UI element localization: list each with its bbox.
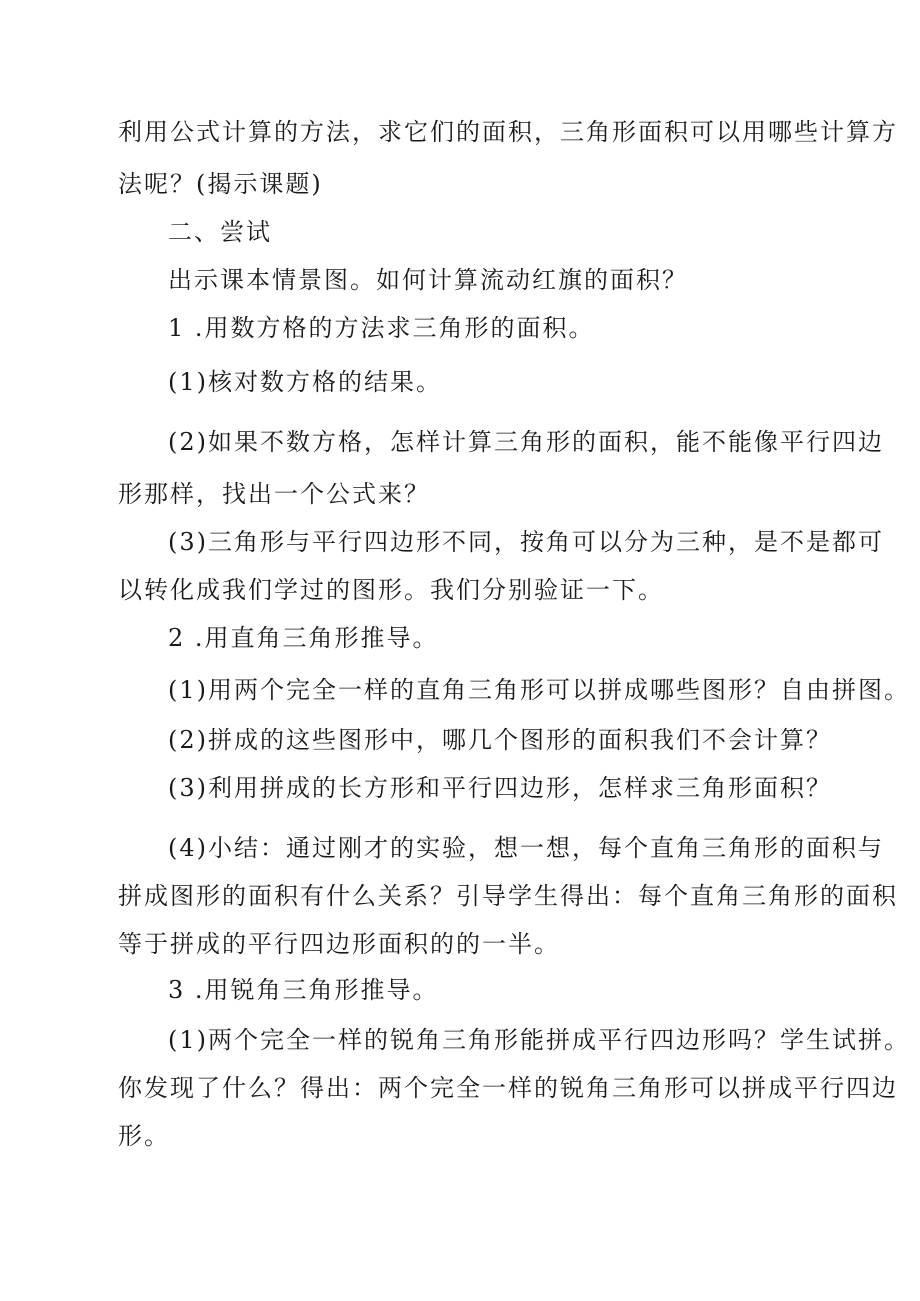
list-item: (1)两个完全一样的锐角三角形能拼成平行四边形吗？学生试拼。 bbox=[168, 1026, 910, 1054]
subsection-heading: 2 .用直角三角形推导。 bbox=[168, 624, 439, 652]
subsection-heading: 1 .用数方格的方法求三角形的面积。 bbox=[168, 314, 595, 342]
section-heading: 二、尝试 bbox=[168, 218, 272, 246]
list-item: (2)如果不数方格，怎样计算三角形的面积，能不能像平行四边 bbox=[168, 428, 884, 456]
list-item: (1)用两个完全一样的直角三角形可以拼成哪些图形？自由拼图。 bbox=[168, 676, 910, 704]
list-item: (1)核对数方格的结果。 bbox=[168, 368, 442, 396]
text-line: 利用公式计算的方法，求它们的面积，三角形面积可以用哪些计算方 bbox=[118, 118, 898, 146]
text-line: 你发现了什么？得出：两个完全一样的锐角三角形可以拼成平行四边 bbox=[118, 1074, 898, 1102]
list-item: (4)小结：通过刚才的实验，想一想，每个直角三角形的面积与 bbox=[168, 834, 884, 862]
list-item: (3)利用拼成的长方形和平行四边形，怎样求三角形面积？ bbox=[168, 774, 832, 802]
list-item: (2)拼成的这些图形中，哪几个图形的面积我们不会计算？ bbox=[168, 726, 832, 754]
text-line: 等于拼成的平行四边形面积的的一半。 bbox=[118, 930, 560, 958]
text-line: 出示课本情景图。如何计算流动红旗的面积？ bbox=[168, 266, 688, 294]
text-line: 形那样，找出一个公式来？ bbox=[118, 480, 430, 508]
text-line: 形。 bbox=[118, 1122, 170, 1150]
list-item: (3)三角形与平行四边形不同，按角可以分为三种，是不是都可 bbox=[168, 528, 884, 556]
text-line: 拼成图形的面积有什么关系？引导学生得出：每个直角三角形的面积 bbox=[118, 882, 898, 910]
subsection-heading: 3 .用锐角三角形推导。 bbox=[168, 976, 439, 1004]
text-line: 以转化成我们学过的图形。我们分别验证一下。 bbox=[118, 576, 664, 604]
text-line: 法呢？(揭示课题) bbox=[118, 170, 323, 198]
